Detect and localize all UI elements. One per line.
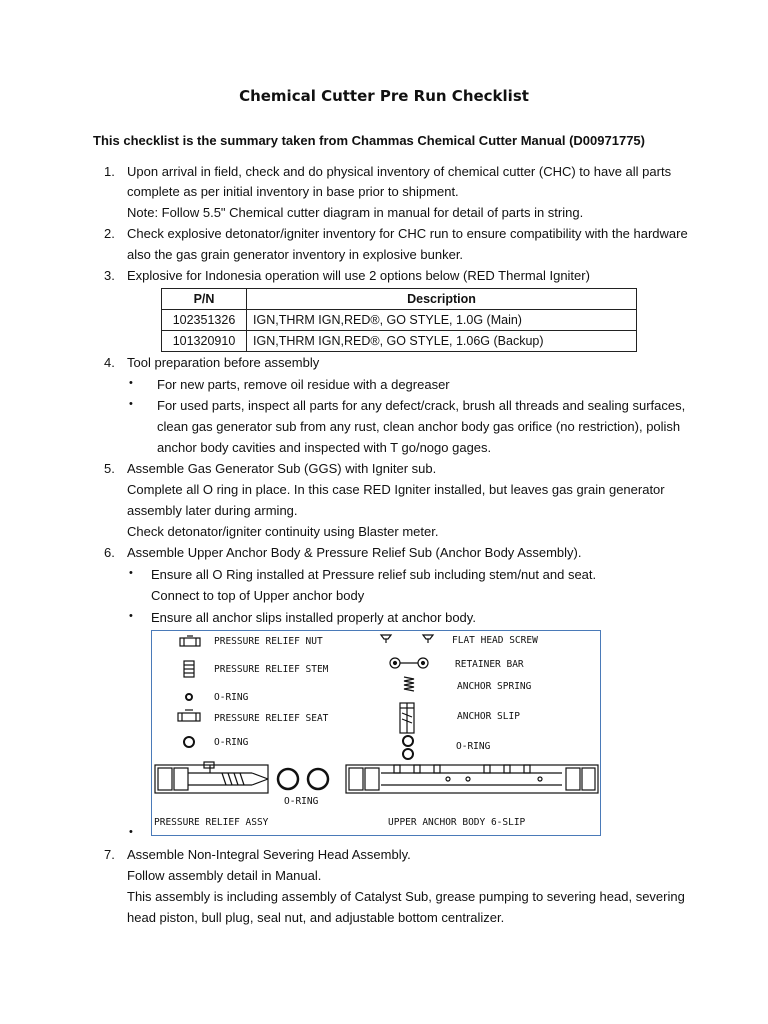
o-ring-icon bbox=[403, 749, 413, 759]
item-number: 3. bbox=[104, 268, 115, 283]
document-subtitle: This checklist is the summary taken from Chammas Chemical Cutter Manual (D00971775) bbox=[93, 133, 645, 148]
label-pressure-relief-seat: PRESSURE RELIEF SEAT bbox=[214, 713, 329, 724]
item-text: This assembly is including assembly of Catalyst Sub, grease pumping to severing head, severing bbox=[127, 889, 685, 904]
bullet-icon: • bbox=[129, 567, 133, 579]
igniter-table bbox=[161, 288, 637, 352]
cell-pn: 101320910 bbox=[162, 331, 247, 352]
anchor-body-assembly-diagram bbox=[151, 630, 601, 836]
table-row bbox=[162, 310, 637, 331]
item-number: 4. bbox=[104, 355, 115, 370]
item-note: Note: Follow 5.5" Chemical cutter diagram in manual for detail of parts in string. bbox=[127, 205, 584, 220]
o-ring-large-icon bbox=[308, 769, 328, 789]
cell-pn: 102351326 bbox=[162, 310, 247, 331]
item-text: Assemble Non-Integral Severing Head Assembly. bbox=[127, 847, 411, 862]
o-ring-large-icon bbox=[278, 769, 298, 789]
bullet-text: Ensure all anchor slips installed properly at anchor body. bbox=[151, 610, 476, 625]
pressure-relief-seat-icon bbox=[178, 710, 200, 721]
item-number: 7. bbox=[104, 847, 115, 862]
label-pressure-relief-nut: PRESSURE RELIEF NUT bbox=[214, 636, 323, 647]
item-number: 2. bbox=[104, 226, 115, 241]
header-description: Description bbox=[247, 289, 637, 310]
cell-description: IGN,THRM IGN,RED®, GO STYLE, 1.06G (Backup) bbox=[247, 331, 637, 352]
item-text: Assemble Upper Anchor Body & Pressure Relief Sub (Anchor Body Assembly). bbox=[127, 545, 582, 560]
bullet-text: anchor body cavities and inspected with T go/nogo gages. bbox=[157, 440, 492, 455]
item-number: 5. bbox=[104, 461, 115, 476]
o-ring-icon bbox=[184, 737, 194, 747]
item-text: Complete all O ring in place. In this case RED Igniter installed, but leaves gas grain generator bbox=[127, 482, 665, 497]
item-text: Check detonator/igniter continuity using Blaster meter. bbox=[127, 524, 439, 539]
item-text: Explosive for Indonesia operation will use 2 options below (RED Thermal Igniter) bbox=[127, 268, 590, 283]
pressure-relief-assy-icon bbox=[155, 762, 268, 793]
bullet-icon: • bbox=[129, 610, 133, 622]
label-retainer-bar: RETAINER BAR bbox=[455, 659, 524, 670]
table-header-row bbox=[162, 289, 637, 310]
bullet-icon: • bbox=[129, 377, 133, 389]
anchor-slip-icon bbox=[400, 703, 414, 733]
item-text: Upon arrival in field, check and do physical inventory of chemical cutter (CHC) to have all parts bbox=[127, 164, 672, 179]
o-ring-icon bbox=[403, 736, 413, 746]
label-anchor-slip: ANCHOR SLIP bbox=[457, 711, 520, 722]
pressure-relief-nut-icon bbox=[180, 636, 200, 646]
item-number: 6. bbox=[104, 545, 115, 560]
bullet-text: For used parts, inspect all parts for any defect/crack, brush all threads and sealing surfaces, bbox=[157, 398, 686, 413]
item-text: Check explosive detonator/igniter inventory for CHC run to ensure compatibility with the hardware bbox=[127, 226, 688, 241]
item-text: assembly later during arming. bbox=[127, 503, 298, 518]
label-pressure-relief-assy: PRESSURE RELIEF ASSY bbox=[154, 817, 269, 828]
flat-head-screw-icon bbox=[381, 635, 433, 643]
bullet-icon: • bbox=[129, 398, 133, 410]
bullet-text: Ensure all O Ring installed at Pressure relief sub including stem/nut and seat. bbox=[151, 567, 597, 582]
item-text: Tool preparation before assembly bbox=[127, 355, 320, 370]
label-flat-head-screw: FLAT HEAD SCREW bbox=[452, 635, 538, 646]
label-o-ring: O-RING bbox=[214, 737, 249, 748]
table-row bbox=[162, 331, 637, 352]
upper-anchor-body-icon bbox=[346, 765, 598, 793]
bullet-text: Connect to top of Upper anchor body bbox=[151, 588, 365, 603]
cell-description: IGN,THRM IGN,RED®, GO STYLE, 1.0G (Main) bbox=[247, 310, 637, 331]
retainer-bar-icon bbox=[390, 658, 428, 668]
bullet-icon: • bbox=[129, 826, 133, 838]
o-ring-small-icon bbox=[186, 694, 192, 700]
label-anchor-spring: ANCHOR SPRING bbox=[457, 681, 532, 692]
item-number: 1. bbox=[104, 164, 115, 179]
bullet-text: clean gas generator sub from any rust, clean anchor body gas orifice (no restriction), polish bbox=[157, 419, 681, 434]
bullet-text: For new parts, remove oil residue with a degreaser bbox=[157, 377, 450, 392]
item-text: Follow assembly detail in Manual. bbox=[127, 868, 322, 883]
label-pressure-relief-stem: PRESSURE RELIEF STEM bbox=[214, 664, 329, 675]
label-o-ring: O-RING bbox=[284, 796, 319, 807]
item-text: complete as per initial inventory in base prior to shipment. bbox=[127, 184, 459, 199]
diagram-drawing bbox=[152, 631, 602, 837]
label-o-ring: O-RING bbox=[456, 741, 491, 752]
header-pn: P/N bbox=[162, 289, 247, 310]
anchor-spring-icon bbox=[404, 677, 414, 691]
item-text: Assemble Gas Generator Sub (GGS) with Igniter sub. bbox=[127, 461, 437, 476]
item-text: head piston, bull plug, seal nut, and adjustable bottom centralizer. bbox=[127, 910, 505, 925]
page-title: Chemical Cutter Pre Run Checklist bbox=[239, 87, 529, 105]
item-text: also the gas grain generator inventory in explosive bunker. bbox=[127, 247, 464, 262]
label-upper-anchor-body: UPPER ANCHOR BODY 6-SLIP bbox=[388, 817, 526, 828]
pressure-relief-stem-icon bbox=[184, 661, 194, 677]
label-o-ring: O-RING bbox=[214, 692, 249, 703]
